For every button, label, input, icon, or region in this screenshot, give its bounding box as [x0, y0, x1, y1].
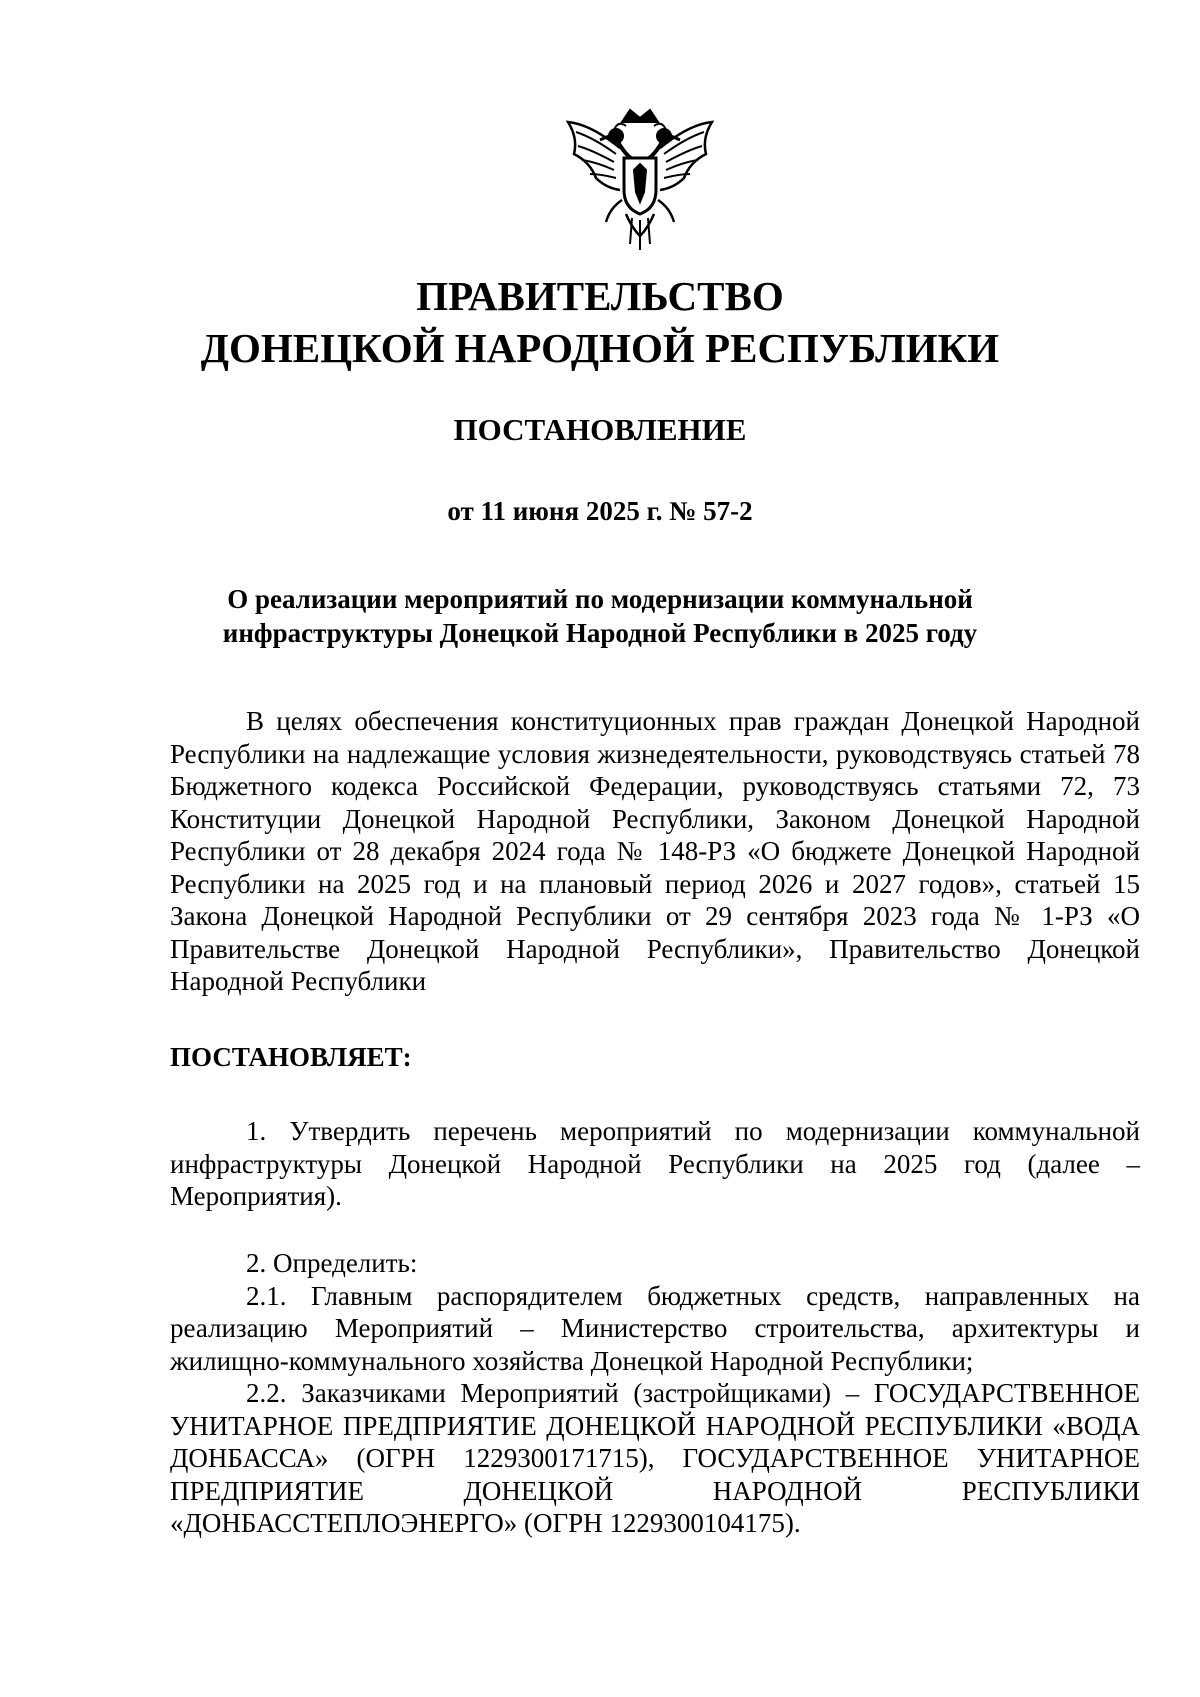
document-date-number: от 11 июня 2025 г. № 57-2	[447, 496, 753, 526]
clause-1: 1. Утвердить перечень мероприятий по модернизации коммунальной инфраструктуры Донецкой Народной Республики на 2025 год (далее – Мероприятия).	[170, 1116, 1140, 1211]
clause-2: 2. Определить:	[246, 1248, 418, 1278]
clause-2-1: 2.1. Главным распорядителем бюджетных средств, направленных на реализацию Мероприятий – Министерство строительства, архитектуры и жилищно-коммунального хозяйства Донецкой Народной Республики;	[170, 1280, 1140, 1376]
clause-1-section	[170, 1115, 1140, 1213]
document-type: ПОСТАНОВЛЕНИЕ	[453, 412, 747, 447]
government-name	[0, 270, 1200, 374]
preamble-paragraph: В целях обеспечения конституционных прав граждан Донецкой Народной Республики на надлежащие условия жизнедеятельности, руководствуясь статьей 78 Бюджетного кодекса Российской Федерации, руководствуясь статьями 72, 73 Конституции Донецкой Народной Республики, Законом Донецкой Народной Республики от 28 декабря 2024 года № 148-РЗ «О бюджете Донецкой Народной Республики на 2025 год и на плановый период 2026 и 2027 годов», статьей 15 Закона Донецкой Народной Республики от 29 сентября 2023 года № 1-РЗ «О Правительстве Донецкой Народной Республики», Правительство Донецкой Народной Республики	[170, 706, 1140, 996]
title-line-2: инфраструктуры Донецкой Народной Республики в 2025 году	[222, 618, 978, 648]
clause-2-section	[170, 1247, 1140, 1540]
resolves-heading: ПОСТАНОВЛЯЕТ:	[170, 1042, 412, 1072]
org-line-1: ПРАВИТЕЛЬСТВО	[416, 273, 784, 319]
clause-2-2: 2.2. Заказчиками Мероприятий (застройщиками) – ГОСУДАРСТВЕННОЕ УНИТАРНОЕ ПРЕДПРИЯТИЕ ДОНЕЦКОЙ НАРОДНОЙ РЕСПУБЛИКИ «ВОДА ДОНБАССА» (ОГРН 1229300171715), ГОСУДАРСТВЕННОЕ УНИТАРНОЕ ПРЕДПРИЯТИЕ ДОНЕЦКОЙ НАРОДНОЙ РЕСПУБЛИКИ «ДОНБАССТЕПЛОЭНЕРГО» (ОГРН 1229300104175).	[170, 1378, 1140, 1538]
preamble-section	[170, 705, 1140, 998]
coat-of-arms-icon	[560, 104, 720, 254]
title-line-1: О реализации мероприятий по модернизации коммунальной	[227, 584, 973, 614]
document-title	[0, 582, 1200, 650]
org-line-2: ДОНЕЦКОЙ НАРОДНОЙ РЕСПУБЛИКИ	[200, 325, 1000, 371]
